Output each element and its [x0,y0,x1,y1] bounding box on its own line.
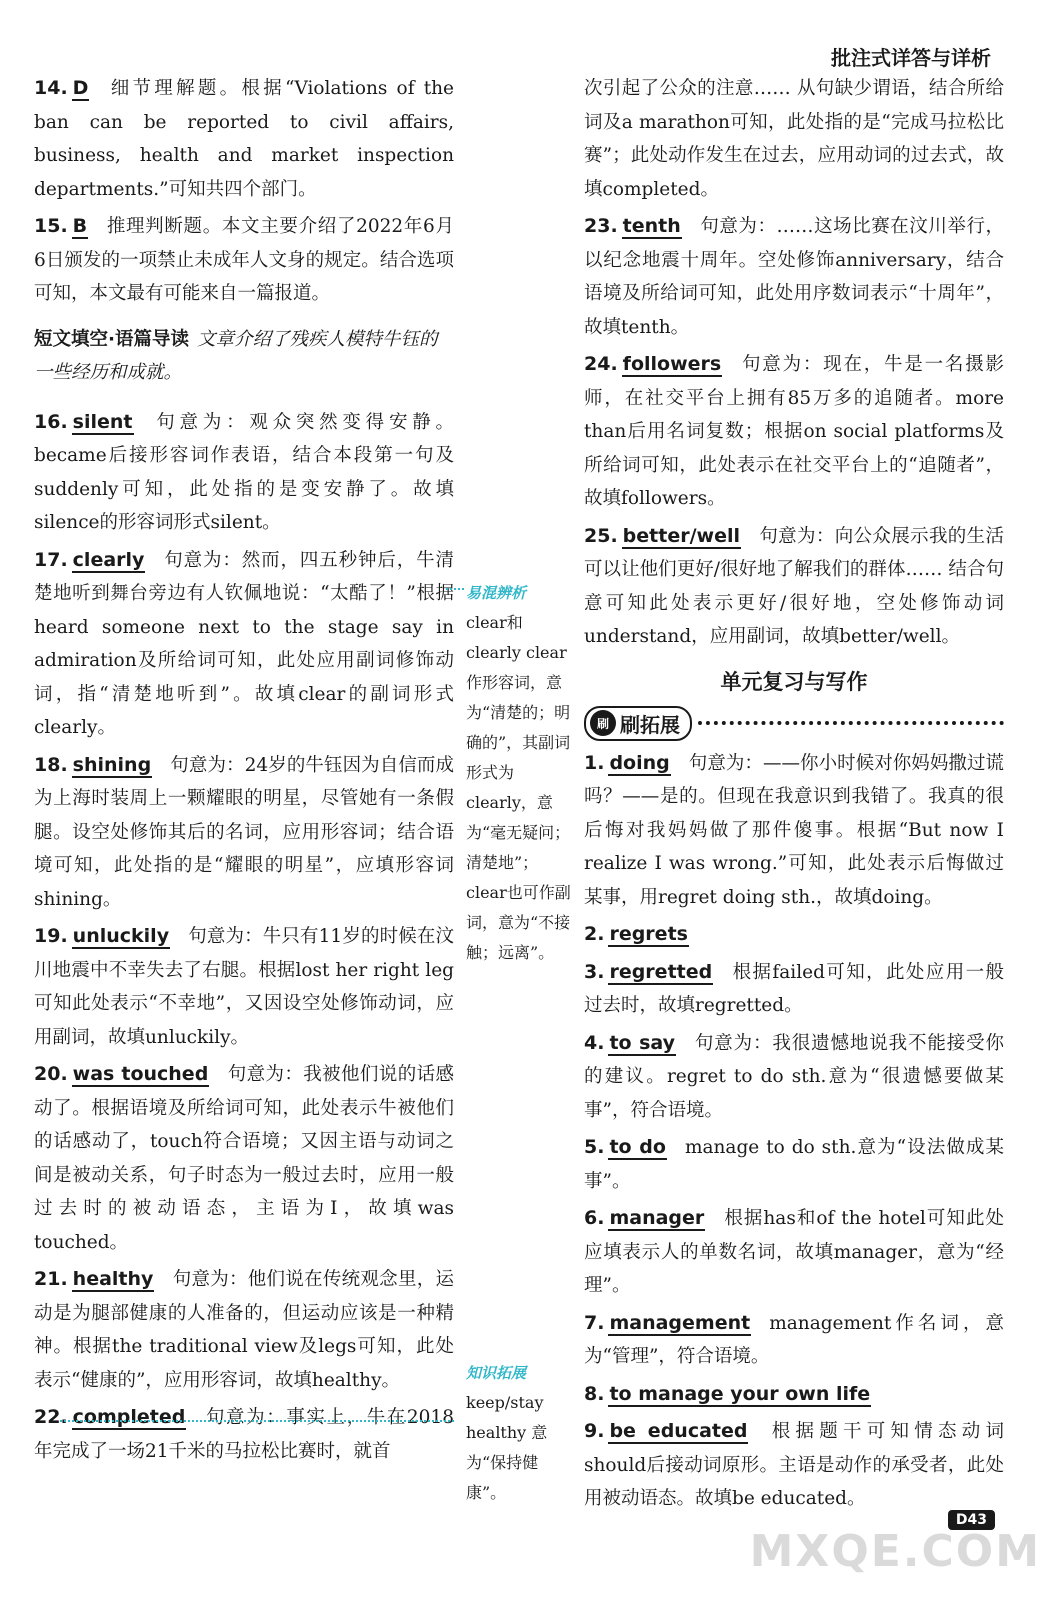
item-number: 17. [34,548,68,571]
item-answer: tenth [622,215,681,237]
item-explanation: 句意为：事实上，牛在2018年完成了一场21千米的马拉松比赛时，就首 [34,1407,454,1462]
item-explanation: 根据failed可知，此处应用一般过去时，故填regretted。 [584,961,1004,1016]
answer-item [584,1415,1004,1516]
item-number: 6. [584,1207,605,1229]
item-number: 16. [34,410,68,433]
answer-item [34,749,454,917]
item-answer: silent [72,410,133,433]
answer-item [584,1027,1004,1128]
practice-tag [584,706,692,741]
item-explanation: 句意为：牛只有11岁的时候在汶川地震中不幸失去了右腿。根据lost her right leg可知此处表示“不幸地”，又因设空处修饰动词，应用副词，故填unluckily。 [34,926,454,1048]
brush-icon: 刷 [590,710,616,736]
practice-tag-label: 刷拓展 [620,712,680,737]
aside-note-confusable [466,578,574,968]
item-explanation: management作名词，意为“管理”，符合语境。 [584,1312,1004,1367]
answer-item [584,1378,1004,1412]
item-number: 20. [34,1063,68,1085]
item-explanation: 句意为：我很遗憾地说我不能接受你的建议。regret to do sth.意为“很遗憾要做某事”，符合语境。 [584,1032,1004,1121]
item-answer: clearly [72,548,145,571]
item-explanation: 细节理解题。根据“Violations of the ban can be reported to civil affairs, business, health and market inspection departments.”可知共四个部门。 [34,78,454,200]
item-answer: D [72,77,89,99]
item-answer: healthy [72,1268,154,1290]
left-column [34,72,454,1472]
item-number: 21. [34,1268,68,1290]
item-explanation: 根据has和of the hotel可知此处应填表示人的单数名词，故填manager，意为“经理”。 [584,1208,1004,1296]
item-number: 3. [584,960,605,983]
review-answer-list [584,747,1004,1516]
item-number: 2. [584,923,605,945]
page-number: D43 [948,1510,995,1530]
item-number: 22. [34,1406,68,1428]
reading-guide-label: 短文填空·语篇导读 [34,328,190,350]
item-number: 9. [584,1420,605,1442]
answer-item [584,747,1004,915]
item-explanation: 句意为：24岁的牛钰因为自信而成为上海时装周上一颗耀眼的明星，尽管她有一条假腿。设空处修饰其后的名词，应用形容词；结合语境可知，此处指的是“耀眼的明星”，应填形容词shining。 [34,754,454,910]
answer-item [34,1263,454,1397]
answer-item [584,1202,1004,1303]
item-answer: management [609,1311,751,1334]
answer-item [584,918,1004,952]
item-number: 23. [584,215,618,237]
item-explanation: 句意为：向公众展示我的生活可以让他们更好/很好地了解我们的群体…… 结合句意可知此处表示更好/很好地，空处修饰动词understand，应用副词，故填better/well。 [584,525,1004,647]
item-answer: better/well [622,524,740,547]
item-explanation: 句意为：……这场比赛在汶川举行，以纪念地震十周年。空处修饰anniversary，结合语境及所给词可知，此处用序数词表示“十周年”，故填tenth。 [584,216,1004,338]
answer-continuation: 次引起了公众的注意…… 从句缺少谓语，结合所给词及a marathon可知，此处指的是“完成马拉松比赛”；此处动作发生在过去，应用动词的过去式，故填completed。 [584,78,1004,200]
item-answer: manager [609,1207,705,1229]
item-explanation: 句意为：观众突然变得安静。became后接形容词作表语，结合本段第一句及suddenly可知，此处指的是变安静了。故填silence的形容词形式silent。 [34,411,454,533]
item-answer: to do [609,1136,666,1158]
item-answer: be educated [609,1420,748,1442]
answer-item [584,210,1004,344]
answer-list-right [584,210,1004,654]
watermark: MXQE.COM [749,1526,1041,1577]
item-number: 1. [584,751,605,774]
item-answer: to manage your own life [609,1382,871,1405]
section-heading: 单元复习与写作 [720,669,868,694]
page-header-title: 批注式详答与详析 [831,46,991,70]
item-answer: regretted [609,960,713,983]
item-number: 8. [584,1382,605,1405]
answer-list-top [34,72,454,311]
item-answer: was touched [72,1063,209,1085]
item-number: 4. [584,1031,605,1054]
item-number: 18. [34,753,68,776]
item-answer: unluckily [72,925,170,947]
item-answer: doing [609,751,670,774]
item-explanation: 句意为：——你小时候对你妈妈撒过谎吗？——是的。但现在我意识到我错了。我真的很后悔对我妈妈做了那件傻事。根据“But now I realize I was wrong.”可知，此处表示后悔做过某事，用regret doing sth.，故填doing。 [584,752,1004,908]
reading-guide-text: 文章介绍了残疾人模特牛钰的一些经历和成就。 [34,328,438,383]
answer-item [34,544,454,745]
right-column [584,72,1004,1520]
item-number: 25. [584,524,618,547]
item-number: 24. [584,353,618,375]
answer-item [34,1401,454,1468]
item-explanation: 句意为：我被他们说的话感动了。根据语境及所给词可知，此处表示牛被他们的话感动了，touch符合语境；又因主语与动词之间是被动关系，句子时态为一般过去时，应用一般过去时的被动语态，主语为I，故填was touched。 [34,1064,454,1253]
practice-tag-bar [584,706,1004,741]
aside-pointer-arrow [60,1420,454,1422]
item-explanation: manage to do sth.意为“设法做成某事”。 [584,1137,1004,1192]
answer-item [584,520,1004,654]
item-explanation: 句意为：他们说在传统观念里，运动是为腿部健康的人准备的，但运动应该是一种精神。根据the traditional view及legs可知，此处表示“健康的”，应用形容词，故填healthy。 [34,1269,454,1391]
aside-note-text: clear和clearly clear作形容词，意为“清楚的；明确的”，其副词形式为clearly，意为“毫无疑问；清楚地”；clear也可作副词，意为“不接触；远离”。 [466,613,571,962]
answer-item [34,210,454,311]
item-answer: to say [609,1031,676,1054]
item-answer: shining [72,753,152,776]
aside-note-extension [466,1358,574,1508]
answer-item [34,406,454,540]
reading-guide [34,323,454,390]
answer-item [584,348,1004,516]
answer-item [34,72,454,206]
item-number: 14. [34,77,68,99]
item-answer: completed [72,1406,186,1428]
aside-pointer-arrow [446,588,464,590]
item-explanation: 根据题干可知情态动词should后接动词原形。主语是动作的承受者，此处用被动语态。故填be educated。 [584,1421,1004,1509]
aside-note-title: 易混辨析 [466,584,527,602]
answer-item [584,1307,1004,1374]
answer-item [34,1058,454,1259]
aside-note-text: keep/stay healthy 意为“保持健康”。 [466,1393,548,1502]
item-number: 7. [584,1311,605,1334]
item-explanation: 推理判断题。本文主要介绍了2022年6月6日颁发的一项禁止未成年人文身的规定。结合选项可知，本文最有可能来自一篇报道。 [34,216,454,304]
answer-item [584,1131,1004,1198]
answer-list-main [34,406,454,1469]
item-number: 5. [584,1136,605,1158]
item-answer: followers [622,353,722,375]
aside-note-title: 知识拓展 [466,1364,527,1382]
dotted-divider [698,721,1004,725]
item-explanation: 句意为：现在，牛是一名摄影师，在社交平台上拥有85万多的追随者。more than后用名词复数；根据on social platforms及所给词可知，此处表示在社交平台上的“追随者”，故填followers。 [584,354,1004,509]
item-explanation: 句意为：然而，四五秒钟后，牛清楚地听到舞台旁边有人钦佩地说：“太酷了！”根据heard someone next to the stage say in admiration及所给词可知，此处应用副词修饰动词，指“清楚地听到”。故填clear的副词形式clearly。 [34,549,454,738]
item-answer: B [72,215,88,237]
item-number: 15. [34,215,68,237]
item-answer: regrets [609,923,688,945]
answer-item [584,956,1004,1023]
answer-item [34,920,454,1054]
item-number: 19. [34,925,68,947]
